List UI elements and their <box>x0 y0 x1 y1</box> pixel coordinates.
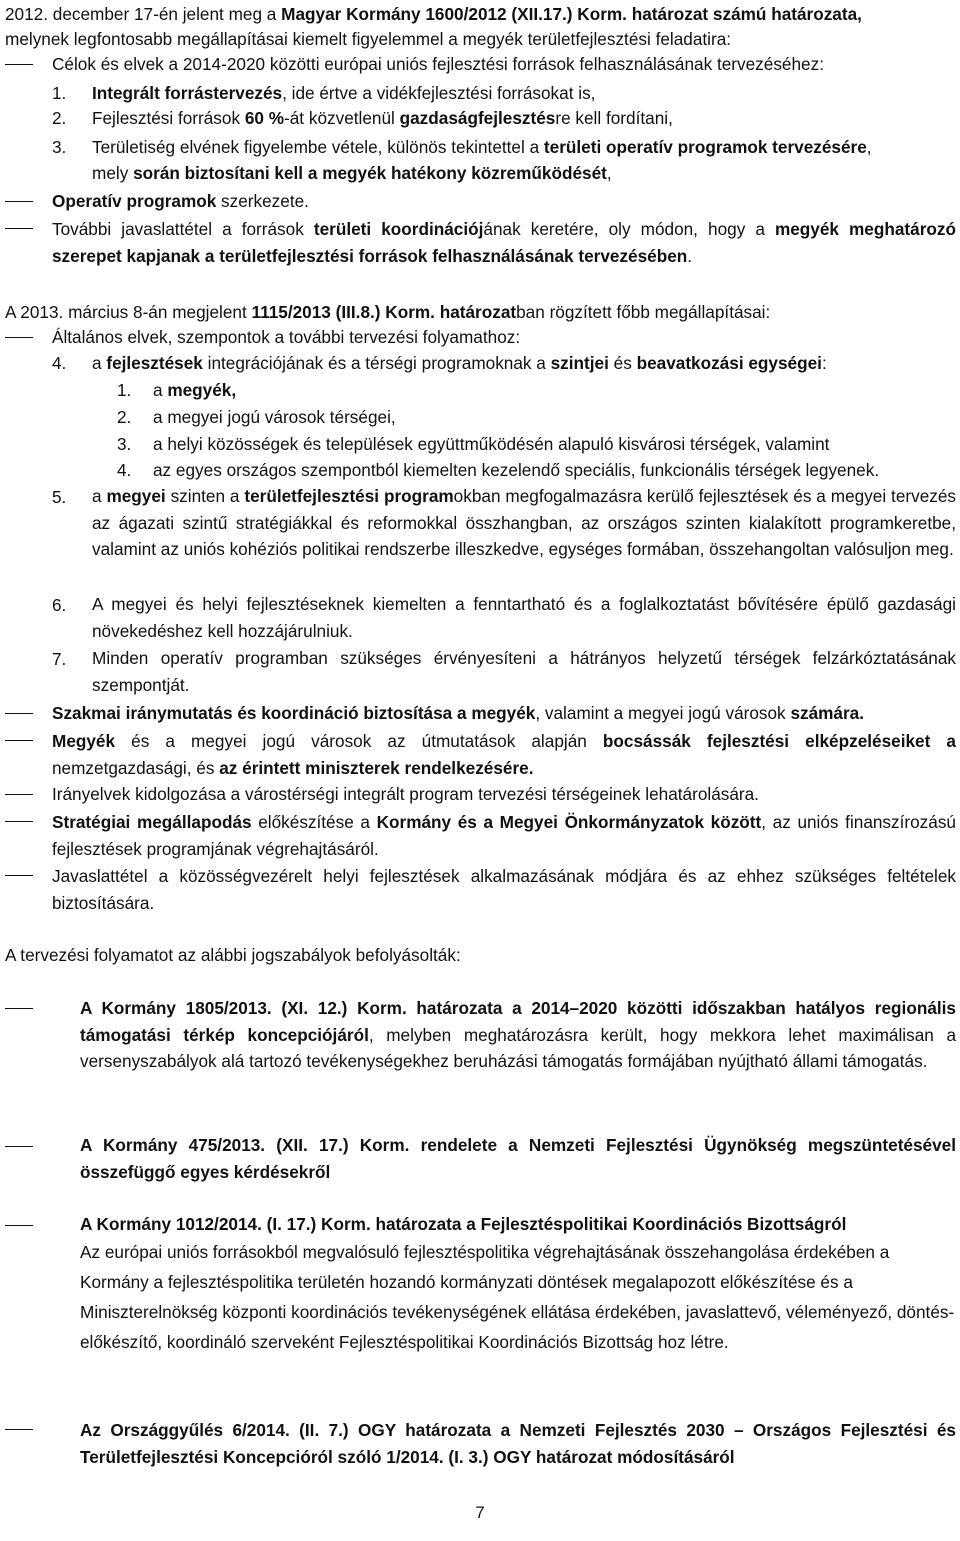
list-number: 1. <box>52 83 67 103</box>
dash-bullet <box>5 1008 33 1009</box>
item-integration-levels: a fejlesztések integrációjának és a térségi programoknak a szintjei és beavatkozási egységei: <box>92 353 827 373</box>
law-475-2013: A Kormány 475/2013. (XII. 17.) Korm. rendelete a Nemzeti Fejlesztési Ügynökség megszüntetésével összefüggő egyes kérdésekről <box>80 1135 956 1182</box>
dash-bullet <box>5 337 33 338</box>
law-1012-2014-title: A Kormány 1012/2014. (I. 17.) Korm. határozata a Fejlesztéspolitikai Koordinációs Bizottságról <box>80 1214 847 1234</box>
dash-bullet <box>5 228 33 229</box>
item-territoriality-cont: mely során biztosítani kell a megyék hatékony közreműködését, <box>92 163 612 183</box>
bullet-coordination-proposal: További javaslattétel a források területi koordinációjának keretére, oly módon, hogy a megyék meghatározó szerepet kapjanak a területfejlesztési források felhasználásának tervezésében. <box>52 219 956 266</box>
sub-number: 3. <box>117 434 132 454</box>
item-catch-up: Minden operatív programban szükséges érvényesíteni a hátrányos helyzetű térségek felzárkóztatásának szempontját. <box>92 648 956 695</box>
intro-line-1: 2012. december 17-én jelent meg a Magyar Kormány 1600/2012 (XII.17.) Korm. határozat számú határozata, <box>5 4 862 24</box>
dash-bullet <box>5 875 33 876</box>
item-territoriality: Területiség elvének figyelembe vétele, különös tekintettel a területi operatív programok tervezésére, <box>92 137 872 157</box>
bullet-goals: Célok és elvek a 2014-2020 közötti európai uniós fejlesztési források felhasználásának tervezéséhez: <box>52 54 824 74</box>
item-county-program: a megyei szinten a területfejlesztési programokban megfogalmazásra kerülő fejlesztések és a megyei tervezés az ágazati szintű stratégiákkal és reformokkal összhangban, az országos szinten kialakított programkeretbe, valamint az uniós kohéziós politikai rendszerbe illeszkedve, egységes formában, összehangoltan valósuljon meg. <box>92 486 956 559</box>
sub-item-counties: a megyék, <box>153 380 237 400</box>
item-sustainable-growth: A megyei és helyi fejlesztéseknek kiemelten a fenntartható és a foglalkoztatást bővítésére épülő gazdasági növekedéshez kell hozzájárulniuk. <box>92 594 956 641</box>
bullet-general-principles: Általános elvek, szempontok a további tervezési folyamathoz: <box>52 327 521 347</box>
bullet-counties-submit: Megyék és a megyei jogú városok az útmutatások alapján bocsássák fejlesztési elképzeléseiket a nemzetgazdasági, és az érintett miniszterek rendelkezésére. <box>52 731 956 778</box>
list-number: 6. <box>52 595 67 615</box>
section-2-heading: A 2013. március 8-án megjelent 1115/2013 (III.8.) Korm. határozatban rögzített főbb megállapításai: <box>5 302 771 322</box>
item-integrated-planning: Integrált forrástervezés, ide értve a vidékfejlesztési forrásokat is, <box>92 83 596 103</box>
item-development-sources: Fejlesztési források 60 %-át közvetlenül gazdaságfejlesztésre kell fordítani, <box>92 108 673 128</box>
bullet-community-development: Javaslattétel a közösségvezérelt helyi fejlesztések alkalmazásának módjára és az ehhez szükséges feltételek biztosítására. <box>52 866 956 913</box>
dash-bullet <box>5 1146 33 1147</box>
section-3-heading: A tervezési folyamatot az alábbi jogszabályok befolyásolták: <box>5 945 461 965</box>
dash-bullet <box>5 64 33 65</box>
law-ogy-6-2014: Az Országgyűlés 6/2014. (II. 7.) OGY határozata a Nemzeti Fejlesztés 2030 – Országos Fejlesztési és Területfejlesztési Koncepcióról szóló 1/2014. (I. 3.) OGY határozat módosításáról <box>80 1420 956 1467</box>
dash-bullet <box>5 794 33 795</box>
dash-bullet <box>5 713 33 714</box>
bullet-professional-guidance: Szakmai iránymutatás és koordináció biztosítása a megyék, valamint a megyei jogú városok számára. <box>52 703 865 723</box>
sub-item-communities: a helyi közösségek és települések együttműködésén alapuló kisvárosi térségek, valamint <box>153 434 830 454</box>
list-number: 7. <box>52 649 67 669</box>
bullet-guidelines: Irányelvek kidolgozása a várostérségi integrált program tervezési térségeinek lehatárolására. <box>52 784 759 804</box>
dash-bullet <box>5 1225 33 1226</box>
bullet-strategic-agreement: Stratégiai megállapodás előkészítése a Kormány és a Megyei Önkormányzatok között, az uniós finanszírozású fejlesztések programjának végrehajtásáról. <box>52 812 956 859</box>
sub-number: 2. <box>117 407 132 427</box>
list-number: 2. <box>52 108 67 128</box>
sub-number: 4. <box>117 460 132 480</box>
dash-bullet <box>5 740 33 741</box>
sub-item-special-regions: az egyes országos szempontból kiemelten kezelendő speciális, funkcionális térségek legyenek. <box>153 460 880 480</box>
list-number: 5. <box>52 487 67 507</box>
dash-bullet <box>5 201 33 202</box>
dash-bullet <box>5 821 33 822</box>
dash-bullet <box>5 1429 33 1430</box>
intro-line-2: melynek legfontosabb megállapításai kiemelt figyelemmel a megyék területfejlesztési feladatira: <box>5 29 732 49</box>
law-1805-2013: A Kormány 1805/2013. (XI. 12.) Korm. határozata a 2014–2020 közötti időszakban hatályos regionális támogatási térkép koncepciójáról, melyben meghatározásra került, hogy mekkora lehet maximálisan a versenyszabályok alá tartozó tevékenységekhez beruházási támogatás formájában nyújtható állami támogatás. <box>80 998 956 1071</box>
sub-number: 1. <box>117 380 132 400</box>
law-1012-2014-body: Az európai uniós forrásokból megvalósuló fejlesztéspolitika végrehajtásának összehangolása érdekében a Kormány a fejlesztéspolitika területén hozandó kormányzati döntések megalapozott előkészítése és a Miniszterelnökség központi koordinációs tevékenységének ellátása érdekében, javaslattevő, véleményező, döntés-előkészítő, koordináló szerveként Fejlesztéspolitikai Koordinációs Bizottság hoz létre. <box>80 1242 955 1352</box>
list-number: 4. <box>52 353 67 373</box>
list-number: 3. <box>52 137 67 157</box>
page-number: 7 <box>475 1503 485 1522</box>
sub-item-cities: a megyei jogú városok térségei, <box>153 407 396 427</box>
bullet-operative-programs: Operatív programok szerkezete. <box>52 191 309 211</box>
